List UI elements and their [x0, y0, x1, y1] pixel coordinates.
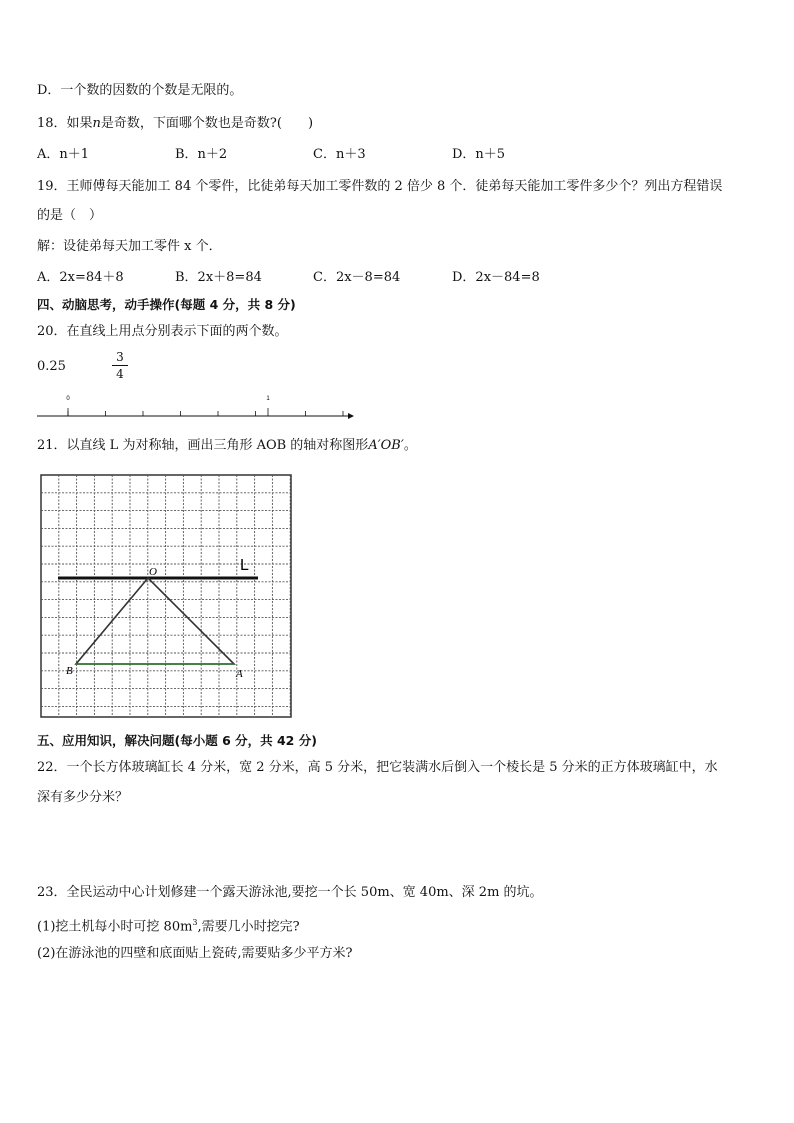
- q19-stem-line2: 的是（ ）: [37, 208, 103, 223]
- q22-line2: 深有多少分米？: [37, 790, 129, 805]
- q21-stem-pre: 21．以直线 L 为对称轴，画出三角形 AOB 的轴对称图形: [37, 438, 369, 453]
- fraction-bar: [112, 365, 128, 366]
- q21-figure-name: A′OB′: [368, 438, 404, 453]
- q20-stem: 20．在直线上用点分别表示下面的两个数。: [37, 324, 288, 339]
- fraction-denominator: 4: [116, 367, 124, 381]
- number-line: [30, 390, 360, 426]
- label-B: B: [66, 665, 73, 677]
- q18-option-c: C．n＋3: [313, 147, 366, 162]
- q19-option-d: D．2x－84=8: [452, 270, 540, 285]
- q23-stem: 23．全民运动中心计划修建一个露天游泳池,要挖一个长 50m、宽 40m、深 2m 的坑。: [37, 885, 543, 900]
- section-4-heading: 四、动脑思考，动手操作(每题 4 分，共 8 分): [37, 297, 296, 312]
- q18-var: n: [92, 116, 101, 131]
- q21-stem-post: 。: [403, 438, 417, 453]
- q19-option-a: A．2x=84＋8: [37, 270, 124, 285]
- q18-stem-pre: 18．如果: [37, 116, 93, 131]
- q18-stem: [37, 115, 313, 133]
- q23-part1-sup: 3: [192, 918, 198, 927]
- label-O: O: [149, 566, 157, 578]
- q19-option-c: C．2x－8=84: [313, 270, 401, 285]
- q23-part2: (2)在游泳池的四壁和底面贴上瓷砖,需要贴多少平方米?: [37, 946, 353, 961]
- grid-figure: [40, 474, 292, 718]
- label-L: L: [240, 557, 249, 574]
- q21-stem: [37, 437, 417, 455]
- number-line-ticks: [68, 408, 343, 416]
- q23-part1: [37, 914, 300, 936]
- arrow-icon: [348, 413, 354, 419]
- q20-fraction: [112, 350, 128, 381]
- q18-option-a: A．n＋1: [37, 147, 90, 162]
- section-5-heading: 五、应用知识，解决问题(每小题 6 分，共 42 分): [37, 733, 317, 748]
- tick-label-1: 1: [266, 396, 270, 402]
- tick-label-0: 0: [66, 396, 70, 402]
- q23-part1-pre: (1)挖土机每小时可挖 80m: [37, 919, 193, 935]
- q19-option-b: B．2x＋8=84: [175, 270, 262, 285]
- q17-option-d: D．一个数的因数的个数是无限的。: [37, 83, 243, 98]
- q19-stem-line1: 19．王师傅每天能加工 84 个零件，比徒弟每天加工零件数的 2 倍少 8 个．徒弟每天能加工零件多少个？列出方程错误: [37, 179, 723, 194]
- q20-number-decimal: 0.25: [37, 359, 66, 374]
- q18-stem-post: 是奇数，下面哪个数也是奇数?( ): [100, 116, 314, 131]
- q18-option-b: B．n＋2: [175, 147, 228, 162]
- q18-option-d: D．n＋5: [452, 147, 506, 162]
- fraction-numerator: 3: [116, 350, 124, 364]
- q23-part1-post: ,需要几小时挖完?: [197, 919, 300, 935]
- q19-solution: 解：设徒弟每天加工零件 x 个．: [37, 239, 222, 254]
- q22-line1: 22．一个长方体玻璃缸长 4 分米，宽 2 分米，高 5 分米，把它装满水后倒入一个棱长是 5 分米的正方体玻璃缸中，水: [37, 760, 718, 775]
- label-A: A: [236, 668, 243, 680]
